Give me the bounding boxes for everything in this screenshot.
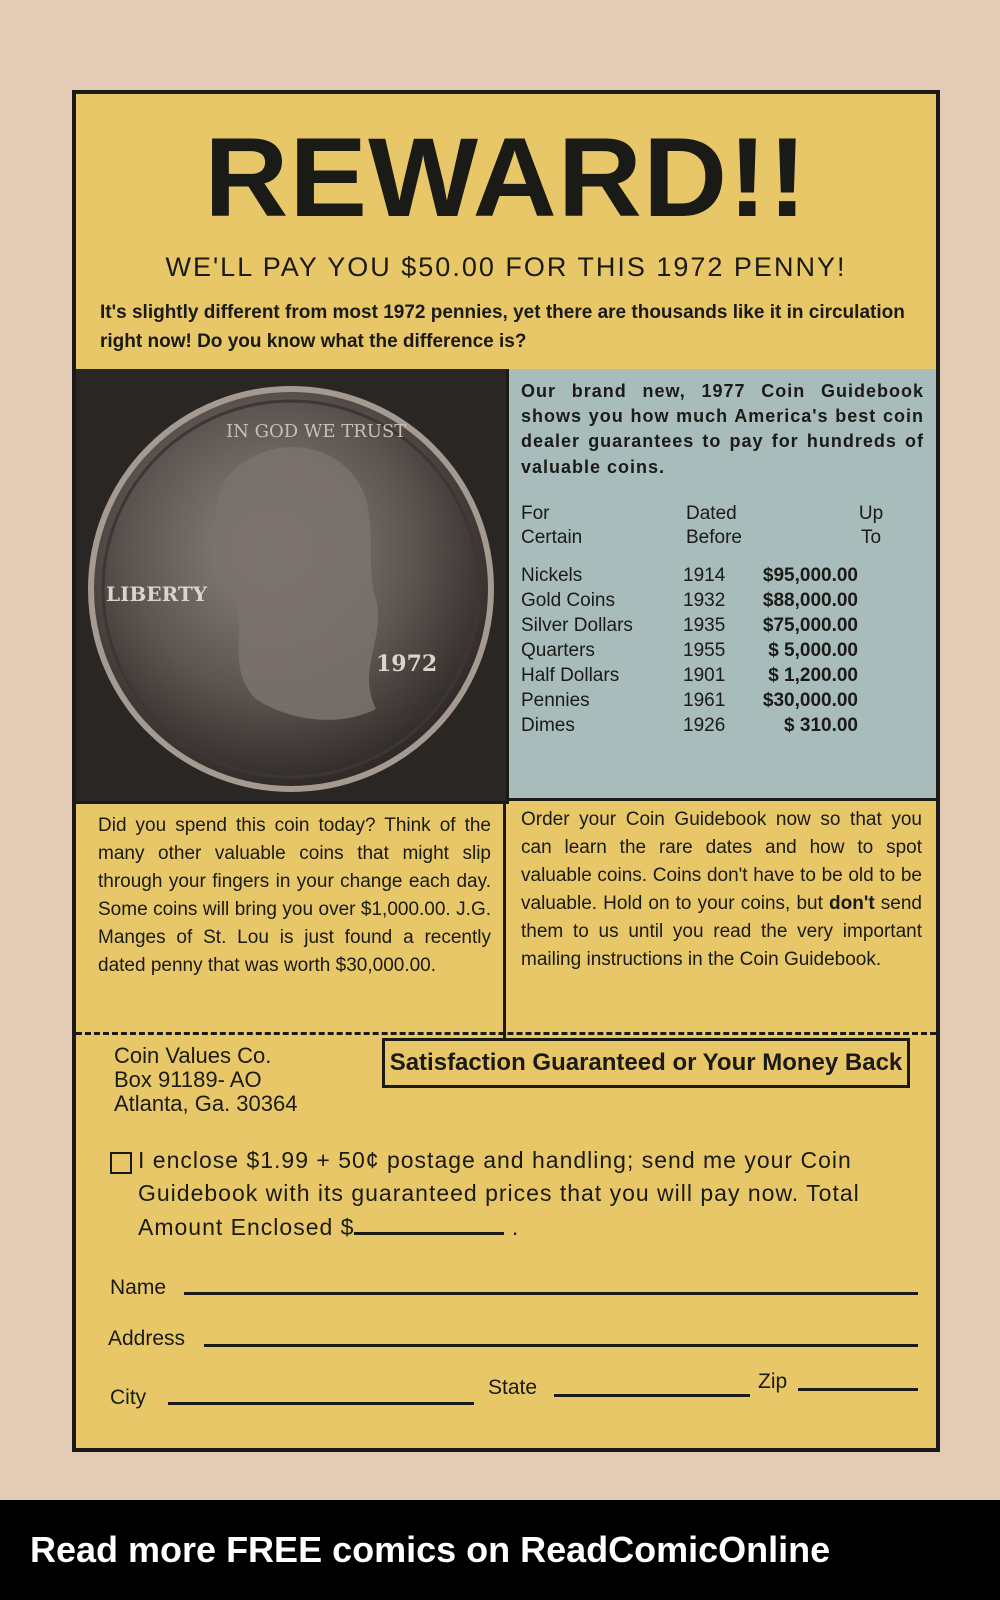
city-label: City xyxy=(110,1386,147,1409)
address-line-1: Coin Values Co. xyxy=(114,1043,272,1068)
header-dated-before: Dated Before xyxy=(686,502,742,548)
footer-banner: Read more FREE comics on ReadComicOnline xyxy=(0,1500,1000,1600)
coin-photo xyxy=(76,369,509,804)
guidebook-intro: Our brand new, 1977 Coin Guidebook shows you how much America's best coin dealer guarantees to pay for hundreds of valuable coins. xyxy=(521,381,924,477)
table-rows xyxy=(521,565,924,740)
table-header xyxy=(521,502,924,550)
coin-value: $ 5,000.00 xyxy=(768,640,858,662)
amount-blank[interactable] xyxy=(354,1214,504,1235)
coin-year: 1955 xyxy=(683,640,726,662)
coin-date: 1972 xyxy=(376,651,438,677)
name-label: Name xyxy=(110,1276,167,1299)
coin-value: $30,000.00 xyxy=(762,690,858,712)
address-line-3: Atlanta, Ga. 30364 xyxy=(114,1090,298,1116)
coin-value: $ 310.00 xyxy=(784,715,858,737)
cut-line xyxy=(76,1032,936,1035)
address-field[interactable] xyxy=(204,1344,918,1347)
address-label: Address xyxy=(108,1327,186,1350)
coin-price-table xyxy=(509,369,936,801)
coin-value: $ 1,200.00 xyxy=(768,665,858,687)
order-text-end: send them to us until you read the very important mailing instructions in the Coin Guidebook. xyxy=(521,892,922,970)
coin-year: 1935 xyxy=(683,615,726,637)
coin-type: Silver Dollars xyxy=(521,615,633,637)
headline: REWARD!! xyxy=(204,115,808,240)
coin-value: $75,000.00 xyxy=(762,615,858,637)
header-for-certain: For Certain xyxy=(521,502,583,548)
right-order-text xyxy=(509,804,936,1039)
state-label: State xyxy=(488,1376,538,1399)
name-field[interactable] xyxy=(184,1292,918,1295)
coin-type: Pennies xyxy=(521,690,590,712)
coin-year: 1914 xyxy=(683,565,726,587)
coin-value: $95,000.00 xyxy=(762,565,858,587)
table-row xyxy=(521,665,924,690)
coin-type: Gold Coins xyxy=(521,590,615,612)
enclose-text: I enclose $1.99 + 50¢ postage and handling; send me your Coin Guidebook with its guaranteed prices that you will pay now. Total Amount Enclosed $ xyxy=(138,1147,860,1240)
coin-year: 1926 xyxy=(683,715,726,737)
subheadline: WE'LL PAY YOU $50.00 FOR THIS 1972 PENNY! xyxy=(165,252,847,282)
coin-type: Nickels xyxy=(521,565,583,587)
zip-field[interactable] xyxy=(798,1388,918,1391)
coin-liberty: LIBERTY xyxy=(106,582,207,606)
coin-motto: IN GOD WE TRUST xyxy=(226,421,407,442)
table-row xyxy=(521,690,924,715)
coin-type: Half Dollars xyxy=(521,665,620,687)
table-row xyxy=(521,715,924,740)
coin-year: 1961 xyxy=(683,690,726,712)
guarantee-badge: Satisfaction Guaranteed or Your Money Back xyxy=(382,1038,910,1088)
penny-icon xyxy=(76,369,506,801)
order-checkbox[interactable] xyxy=(110,1152,132,1174)
table-row xyxy=(521,590,924,615)
ad-header xyxy=(76,94,936,372)
state-field[interactable] xyxy=(554,1394,750,1397)
coin-type: Quarters xyxy=(521,640,595,662)
coin-year: 1932 xyxy=(683,590,726,612)
zip-label: Zip xyxy=(758,1370,788,1393)
order-text-start: Order your Coin Guidebook now so that you can learn the rare dates and how to spot valuable coins. Coins don't have to be old to be valuable. Hold on to your coins, but xyxy=(521,809,922,914)
city-field[interactable] xyxy=(168,1402,474,1405)
coin-advertisement xyxy=(72,90,940,1452)
coin-value: $88,000.00 xyxy=(762,590,858,612)
coin-year: 1901 xyxy=(683,665,726,687)
order-checkbox-row: I enclose $1.99 + 50¢ postage and handling; send me your Coin Guidebook with its guaranteed prices that you will pay now. Total Amount Enclosed $ . xyxy=(110,1144,920,1244)
table-row xyxy=(521,565,924,590)
table-row xyxy=(521,615,924,640)
coin-type: Dimes xyxy=(521,715,575,737)
intro-text: It's slightly different from most 1972 pennies, yet there are thousands like it in circulation right now! Do you know what the difference is? xyxy=(100,302,905,352)
header-up-to: Up To xyxy=(858,502,884,548)
address-line-2: Box 91189- AO xyxy=(114,1066,262,1092)
order-text-bold: don't xyxy=(829,892,875,914)
left-story-text: Did you spend this coin today? Think of the many other valuable coins that might slip through your fingers in your change each day. Some coins will bring you over $1,000.00. J.G. Manges of St. Lou is just found a recently dated penny that was worth $30,000.00. xyxy=(76,804,506,1039)
table-row xyxy=(521,640,924,665)
mailing-address xyxy=(114,1044,297,1115)
